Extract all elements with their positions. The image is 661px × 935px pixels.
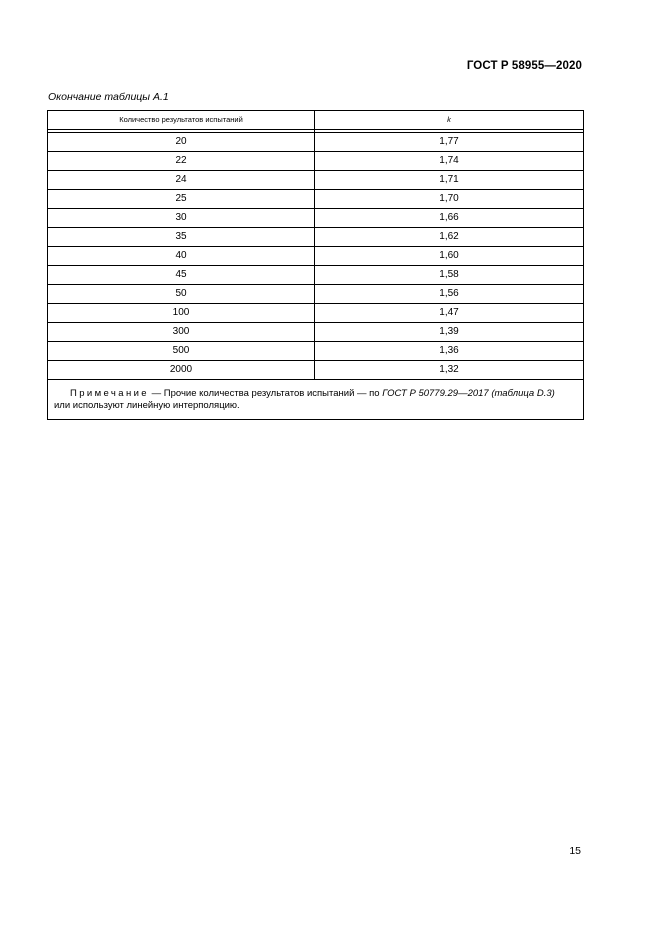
k-cell: 1,66 <box>315 209 584 228</box>
count-cell: 24 <box>48 171 315 190</box>
k-cell: 1,70 <box>315 190 584 209</box>
count-cell: 50 <box>48 285 315 304</box>
note-line-1 <box>54 388 577 400</box>
table-header-row <box>48 111 584 130</box>
note-reference: ГОСТ Р 50779.29—2017 (таблица D.3) <box>382 388 555 399</box>
table-row <box>48 342 584 361</box>
count-cell: 500 <box>48 342 315 361</box>
column-header-count: Количество результатов испытаний <box>48 111 315 130</box>
table-caption: Окончание таблицы А.1 <box>48 91 169 103</box>
k-cell: 1,39 <box>315 323 584 342</box>
k-cell: 1,56 <box>315 285 584 304</box>
table-row <box>48 133 584 152</box>
table-row <box>48 228 584 247</box>
data-table <box>47 110 584 420</box>
count-cell: 25 <box>48 190 315 209</box>
count-cell: 35 <box>48 228 315 247</box>
column-header-k <box>315 111 584 130</box>
table-row <box>48 361 584 380</box>
table-row <box>48 171 584 190</box>
count-cell: 2000 <box>48 361 315 380</box>
table-row <box>48 209 584 228</box>
table-note-row <box>48 380 584 420</box>
table-note <box>48 380 584 420</box>
table-row <box>48 247 584 266</box>
k-cell: 1,74 <box>315 152 584 171</box>
k-cell: 1,77 <box>315 133 584 152</box>
note-label: Примечание <box>70 388 149 399</box>
k-cell: 1,36 <box>315 342 584 361</box>
count-cell: 22 <box>48 152 315 171</box>
k-cell: 1,60 <box>315 247 584 266</box>
note-text: Прочие количества результатов испытаний — по <box>163 388 383 399</box>
count-cell: 45 <box>48 266 315 285</box>
count-cell: 300 <box>48 323 315 342</box>
table-row <box>48 152 584 171</box>
table-row <box>48 190 584 209</box>
table-row <box>48 323 584 342</box>
count-cell: 100 <box>48 304 315 323</box>
note-dash: — <box>149 388 164 399</box>
count-cell: 30 <box>48 209 315 228</box>
k-cell: 1,47 <box>315 304 584 323</box>
note-line-2: или используют линейную интерполяцию. <box>54 400 240 411</box>
page-number: 15 <box>569 845 581 857</box>
table-row <box>48 304 584 323</box>
k-cell: 1,32 <box>315 361 584 380</box>
document-code: ГОСТ Р 58955—2020 <box>466 60 582 72</box>
k-cell: 1,58 <box>315 266 584 285</box>
table-row <box>48 266 584 285</box>
count-cell: 40 <box>48 247 315 266</box>
count-cell: 20 <box>48 133 315 152</box>
column-header-k-label: k <box>447 115 451 124</box>
k-cell: 1,71 <box>315 171 584 190</box>
k-cell: 1,62 <box>315 228 584 247</box>
table-row <box>48 285 584 304</box>
